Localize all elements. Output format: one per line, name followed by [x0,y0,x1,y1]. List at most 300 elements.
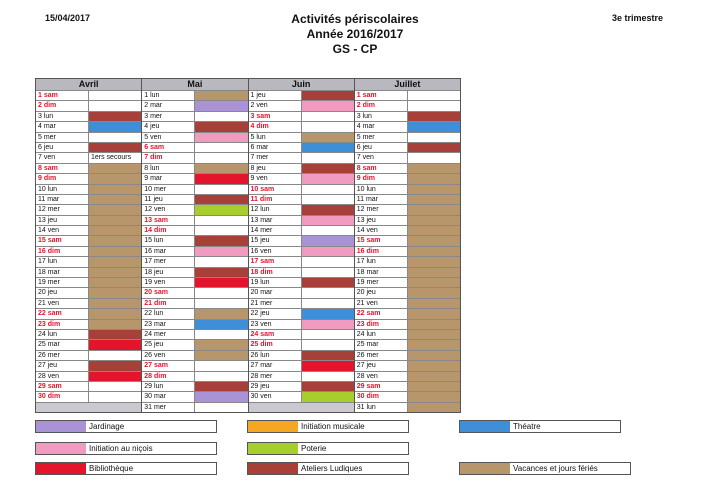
activity-cell [195,153,247,162]
activity-cell [408,320,460,329]
day-row [249,235,354,245]
activity-cell [408,91,460,100]
activity-cell [408,403,460,412]
day-row [142,319,247,329]
activity-cell [89,268,141,277]
activity-cell [408,174,460,183]
activity-cell [408,382,460,391]
activity-cell [302,320,354,329]
day-label: 6 jeu [355,143,408,152]
day-label: 25 mar [355,340,408,349]
day-label: 29 sam [355,382,408,391]
day-label: 29 sam [36,382,89,391]
activity-cell [195,278,247,287]
day-row [142,152,247,162]
day-label: 27 jeu [36,361,89,370]
activity-cell [302,330,354,339]
day-label: 14 mer [249,226,302,235]
day-label: 22 sam [36,309,89,318]
activity-cell [89,143,141,152]
activity-cell [89,257,141,266]
day-row [355,121,460,131]
activity-cell [195,340,247,349]
day-label: 23 dim [36,320,89,329]
day-label: 28 ven [36,372,89,381]
day-label: 8 jeu [249,164,302,173]
month-column [355,90,460,412]
activity-cell [302,122,354,131]
legend-swatch [36,463,86,474]
day-label: 11 dim [249,195,302,204]
day-label: 22 lun [142,309,195,318]
day-row [249,256,354,266]
day-label: 26 ven [142,351,195,360]
day-label: 9 dim [36,174,89,183]
activity-cell [302,257,354,266]
legend-label: Initiation musicale [301,422,365,431]
school-year: Année 2016/2017 [306,27,404,41]
day-row [355,215,460,225]
day-row [142,246,247,256]
activity-cell [89,101,141,110]
day-label: 30 dim [355,392,408,401]
day-label: 1 lun [142,91,195,100]
day-row [355,100,460,110]
day-row [355,132,460,142]
day-label: 9 dim [355,174,408,183]
activity-cell [408,216,460,225]
day-row [355,371,460,381]
activity-cell [195,403,247,412]
day-label: 21 ven [355,299,408,308]
day-row [249,215,354,225]
activity-cell [302,216,354,225]
day-row [142,287,247,297]
class-name: GS - CP [332,42,378,56]
day-row [355,90,460,100]
legend-swatch [460,421,510,432]
activity-cell [89,185,141,194]
day-label: 8 sam [355,164,408,173]
activity-cell [408,185,460,194]
month-column [249,90,355,412]
day-row [355,267,460,277]
month-header: Juillet [355,79,460,90]
day-row [36,391,141,401]
day-row [142,391,247,401]
month-column [142,90,248,412]
day-label: 27 jeu [355,361,408,370]
day-label: 11 mar [36,195,89,204]
activity-cell [89,372,141,381]
day-row [249,350,354,360]
day-label: 2 dim [355,101,408,110]
day-label: 7 ven [36,153,89,162]
day-label: 20 sam [142,288,195,297]
day-label: 19 mer [355,278,408,287]
day-row [36,100,141,110]
day-row [142,277,247,287]
day-label: 18 mar [36,268,89,277]
activity-cell [195,91,247,100]
day-row [36,371,141,381]
day-row [355,246,460,256]
day-label: 4 mar [355,122,408,131]
activity-cell [195,164,247,173]
activity-cell [195,330,247,339]
day-label: 16 dim [36,247,89,256]
activity-cell [302,164,354,173]
activity-cell [408,226,460,235]
day-label: 10 mer [142,185,195,194]
day-label: 14 ven [36,226,89,235]
activity-cell [195,195,247,204]
activity-cell [89,122,141,131]
day-label: 29 lun [142,382,195,391]
activity-cell [408,247,460,256]
day-row [355,339,460,349]
activity-cell [408,392,460,401]
legend-swatch [248,463,298,474]
activity-cell [302,143,354,152]
legend-item-ateliers [247,462,409,475]
day-label: 16 mar [142,247,195,256]
day-label: 17 lun [36,257,89,266]
day-row [355,235,460,245]
day-label: 17 sam [249,257,302,266]
activity-cell [195,236,247,245]
day-row [249,319,354,329]
day-label: 14 dim [142,226,195,235]
calendar-header [36,79,460,90]
day-row [142,371,247,381]
day-row [249,329,354,339]
legend-item-vacances [459,462,631,475]
day-label: 30 ven [249,392,302,401]
day-label: 20 mar [249,288,302,297]
day-label: 4 dim [249,122,302,131]
day-row [249,391,354,401]
day-row [36,360,141,370]
day-label: 5 mer [36,133,89,142]
day-label: 21 ven [36,299,89,308]
activity-cell [408,361,460,370]
legend-item-bibliotheque [35,462,217,475]
activity-cell [302,205,354,214]
day-label: 23 ven [249,320,302,329]
activity-cell [89,91,141,100]
day-label: 14 ven [355,226,408,235]
activity-cell [302,185,354,194]
day-label: 27 sam [142,361,195,370]
activity-cell [408,299,460,308]
day-label: 24 mer [142,330,195,339]
day-row [249,287,354,297]
day-label: 5 mer [355,133,408,142]
activity-cell [302,101,354,110]
day-row [249,225,354,235]
activity-cell [195,288,247,297]
day-row [355,350,460,360]
day-label: 3 lun [355,112,408,121]
day-label: 20 jeu [36,288,89,297]
day-label: 30 dim [36,392,89,401]
activity-cell [195,133,247,142]
day-row [142,360,247,370]
day-row [142,215,247,225]
calendar-grid [35,78,461,413]
day-row [355,152,460,162]
activity-cell [89,320,141,329]
day-label: 10 lun [355,185,408,194]
activity-cell [89,216,141,225]
activity-cell [89,195,141,204]
day-row [249,308,354,318]
activity-cell [195,122,247,131]
activity-cell [408,112,460,121]
day-row [36,329,141,339]
activity-cell [89,164,141,173]
activity-cell [195,101,247,110]
legend-item-poterie [247,442,409,455]
day-label: 16 ven [249,247,302,256]
day-row [355,360,460,370]
day-row [142,225,247,235]
day-label: 29 jeu [249,382,302,391]
day-label: 26 mer [36,351,89,360]
activity-cell [89,309,141,318]
day-row [355,194,460,204]
day-row [36,173,141,183]
day-row [355,111,460,121]
day-label: 1 sam [36,91,89,100]
activity-cell [408,164,460,173]
day-row [36,350,141,360]
day-row [355,163,460,173]
day-label: 12 mer [355,205,408,214]
activity-cell [89,226,141,235]
activity-cell [302,309,354,318]
day-row [249,246,354,256]
legend-item-theatre [459,420,621,433]
activity-cell [89,340,141,349]
activity-cell [195,351,247,360]
activity-cell [302,133,354,142]
day-row [36,246,141,256]
day-label: 25 mar [36,340,89,349]
activity-cell [195,216,247,225]
activity-cell [302,372,354,381]
activity-cell [408,153,460,162]
activity-cell [89,174,141,183]
day-row [249,90,354,100]
activity-cell [408,278,460,287]
day-label: 26 mer [355,351,408,360]
day-label: 7 ven [355,153,408,162]
day-row [249,184,354,194]
legend-item-jardinage [35,420,217,433]
day-row [355,277,460,287]
day-label: 13 sam [142,216,195,225]
day-label: 23 mar [142,320,195,329]
activity-cell [408,205,460,214]
day-row [249,121,354,131]
day-label: 2 mar [142,101,195,110]
activity-cell: 1ers secours [89,153,141,162]
day-label: 28 ven [355,372,408,381]
day-row [36,298,141,308]
day-row [249,267,354,277]
day-row [249,132,354,142]
month-header: Juin [249,79,355,90]
day-row [142,308,247,318]
legend-label: Initiation au niçois [89,444,153,453]
day-row [142,90,247,100]
day-row [355,308,460,318]
day-label: 3 lun [36,112,89,121]
trimester-label: 3e trimestre [612,13,664,23]
day-row [36,142,141,152]
month-header: Mai [142,79,248,90]
day-label: 13 jeu [355,216,408,225]
legend-item-initiation_musicale [247,420,409,433]
document-date: 15/04/2017 [45,13,91,23]
day-row [355,173,460,183]
day-label: 8 lun [142,164,195,173]
day-row [142,298,247,308]
activity-cell [195,174,247,183]
activity-cell [408,288,460,297]
day-label: 24 lun [355,330,408,339]
day-row [142,194,247,204]
day-row [142,111,247,121]
day-label: 19 mer [36,278,89,287]
activity-cell [302,91,354,100]
day-label: 1 jeu [249,91,302,100]
activity-cell [302,299,354,308]
empty-row [36,402,141,412]
day-row [36,339,141,349]
day-label: 24 sam [249,330,302,339]
empty-row [249,402,354,412]
activity-cell [195,257,247,266]
day-row [36,90,141,100]
activity-cell [302,236,354,245]
day-row [36,184,141,194]
day-label: 6 jeu [36,143,89,152]
day-label: 7 mer [249,153,302,162]
day-label: 12 mer [36,205,89,214]
day-label: 1 sam [355,91,408,100]
activity-cell [89,330,141,339]
day-row [249,298,354,308]
legend-label: Vacances et jours fériés [513,464,598,473]
day-row [36,215,141,225]
activity-cell [408,309,460,318]
activity-cell [408,195,460,204]
day-row [142,121,247,131]
activity-cell [195,185,247,194]
day-label: 27 mar [249,361,302,370]
day-row [355,381,460,391]
activity-cell [89,392,141,401]
day-label: 15 lun [142,236,195,245]
activity-cell [195,226,247,235]
activity-cell [195,392,247,401]
day-row [249,163,354,173]
legend-label: Ateliers Ludiques [301,464,363,473]
activity-cell [89,278,141,287]
day-row [142,235,247,245]
day-label: 10 sam [249,185,302,194]
day-row [142,132,247,142]
activity-cell [302,195,354,204]
title-block [250,12,460,57]
day-row [355,225,460,235]
day-row [249,204,354,214]
day-row [249,381,354,391]
day-row [249,277,354,287]
day-row [355,391,460,401]
day-label: 26 lun [249,351,302,360]
day-label: 3 sam [249,112,302,121]
day-row [142,184,247,194]
activity-cell [408,268,460,277]
day-row [249,100,354,110]
day-label: 16 dim [355,247,408,256]
month-column [36,90,142,412]
activity-cell [89,288,141,297]
legend-label: Poterie [301,444,327,453]
activity-cell [408,236,460,245]
activity-cell [195,268,247,277]
day-row [355,256,460,266]
activity-cell [195,143,247,152]
day-label: 22 sam [355,309,408,318]
activity-cell [408,330,460,339]
day-row [36,381,141,391]
day-label: 7 dim [142,153,195,162]
activity-cell [302,247,354,256]
activity-cell [89,382,141,391]
day-row [36,194,141,204]
day-row [142,100,247,110]
activity-cell [195,372,247,381]
day-row [142,329,247,339]
day-row [355,142,460,152]
day-label: 22 jeu [249,309,302,318]
activity-cell [302,278,354,287]
legend-label: Bibliothèque [89,464,134,473]
day-label: 5 lun [249,133,302,142]
day-row [36,152,141,162]
activity-cell [408,351,460,360]
day-row [36,121,141,131]
activity-cell [195,361,247,370]
activity-cell [89,236,141,245]
activity-cell [302,268,354,277]
day-row [249,360,354,370]
activity-cell [302,382,354,391]
day-row [249,152,354,162]
day-row [142,350,247,360]
day-row [36,287,141,297]
day-label: 18 mar [355,268,408,277]
day-row [355,402,460,412]
day-label: 6 mar [249,143,302,152]
legend-swatch [36,421,86,432]
activity-cell [89,133,141,142]
